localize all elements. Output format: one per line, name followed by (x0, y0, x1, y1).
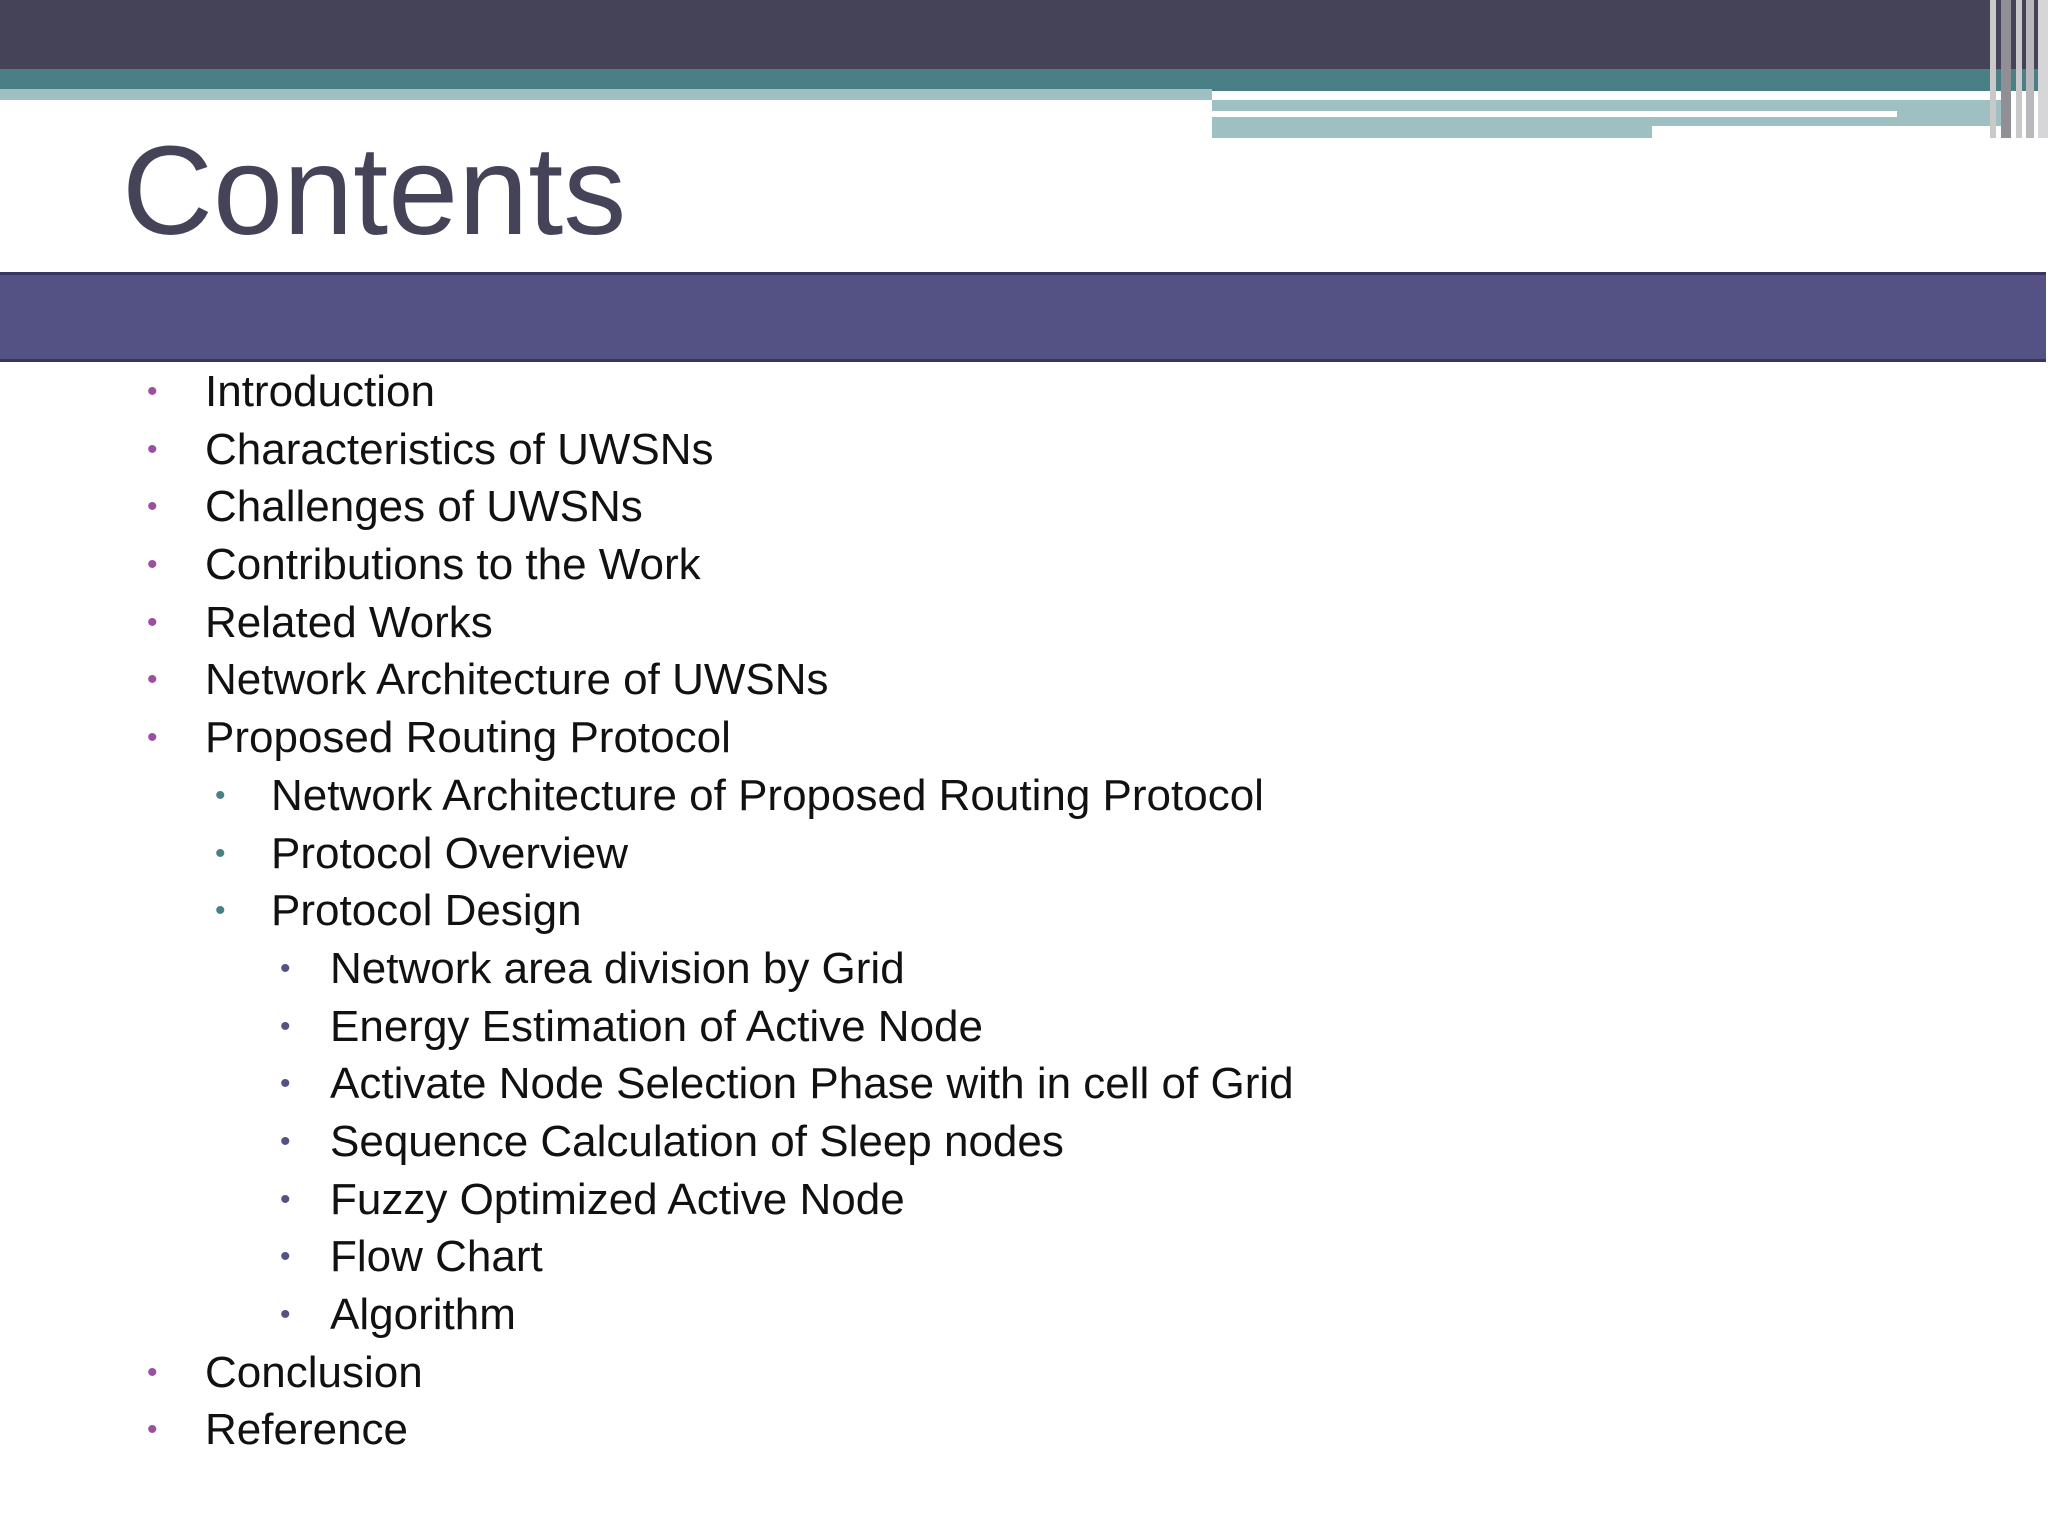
contents-subsubitem-label: Activate Node Selection Phase with in cell of Grid (330, 1059, 1294, 1109)
bullet-icon: • (280, 1124, 291, 1158)
contents-item-label: Conclusion (205, 1347, 423, 1397)
bullet-icon: • (280, 1009, 291, 1043)
contents-subsubitem-label: Energy Estimation of Active Node (330, 1001, 983, 1051)
bullet-icon: • (147, 721, 158, 755)
bullet-icon: • (215, 778, 226, 812)
header-stripe (2001, 0, 2011, 138)
contents-subsubitem-label: Sequence Calculation of Sleep nodes (330, 1116, 1064, 1166)
header-stripe (2038, 0, 2048, 138)
bullet-icon: • (147, 605, 158, 639)
contents-item-label: Related Works (205, 597, 493, 647)
bullet-icon: • (147, 663, 158, 697)
bullet-icon: • (215, 836, 226, 870)
bullet-icon: • (280, 1182, 291, 1216)
contents-subsubitem-label: Network area division by Grid (330, 943, 905, 993)
contents-item-label: Proposed Routing Protocol (205, 713, 731, 763)
header-white-line (1212, 111, 1897, 117)
header-stripe (1990, 0, 1996, 138)
contents-item-label: Challenges of UWSNs (205, 482, 643, 532)
contents-subitem-label: Protocol Design (271, 886, 582, 936)
contents-item-label: Contributions to the Work (205, 540, 701, 590)
header-stripe (2016, 0, 2022, 138)
slide-title: Contents (122, 120, 627, 261)
contents-item-label: Network Architecture of UWSNs (205, 655, 829, 705)
bullet-icon: • (147, 490, 158, 524)
title-underline-bar (0, 272, 2046, 362)
bullet-icon: • (215, 894, 226, 928)
bullet-icon: • (147, 1413, 158, 1447)
bullet-icon: • (280, 1240, 291, 1274)
header-light-band-under (1212, 126, 1652, 138)
bullet-icon: • (147, 375, 158, 408)
contents-item-label: Introduction (205, 367, 435, 416)
header-white-stub (1652, 130, 2010, 138)
bullet-icon: • (147, 1355, 158, 1389)
bullet-icon: • (280, 1298, 291, 1331)
contents-item-label: Characteristics of UWSNs (205, 424, 714, 474)
contents-item-label: Reference (205, 1405, 409, 1455)
contents-subitem-label: Protocol Overview (271, 828, 629, 878)
bullet-icon: • (147, 432, 158, 466)
bullet-icon: • (147, 548, 158, 582)
header-stripe (2026, 0, 2034, 138)
header-teal-band (0, 69, 2048, 91)
contents-subsubitem-label: Flow Chart (330, 1232, 543, 1282)
header-dark-band (0, 0, 2048, 69)
contents-subsubitem-label: Algorithm (330, 1290, 516, 1339)
bullet-icon: • (280, 1067, 291, 1101)
contents-subsubitem-label: Fuzzy Optimized Active Node (330, 1174, 905, 1224)
contents-subitem-label: Network Architecture of Proposed Routing Protocol (271, 770, 1264, 820)
header-light-band-left (0, 89, 1212, 100)
bullet-icon: • (280, 951, 291, 985)
